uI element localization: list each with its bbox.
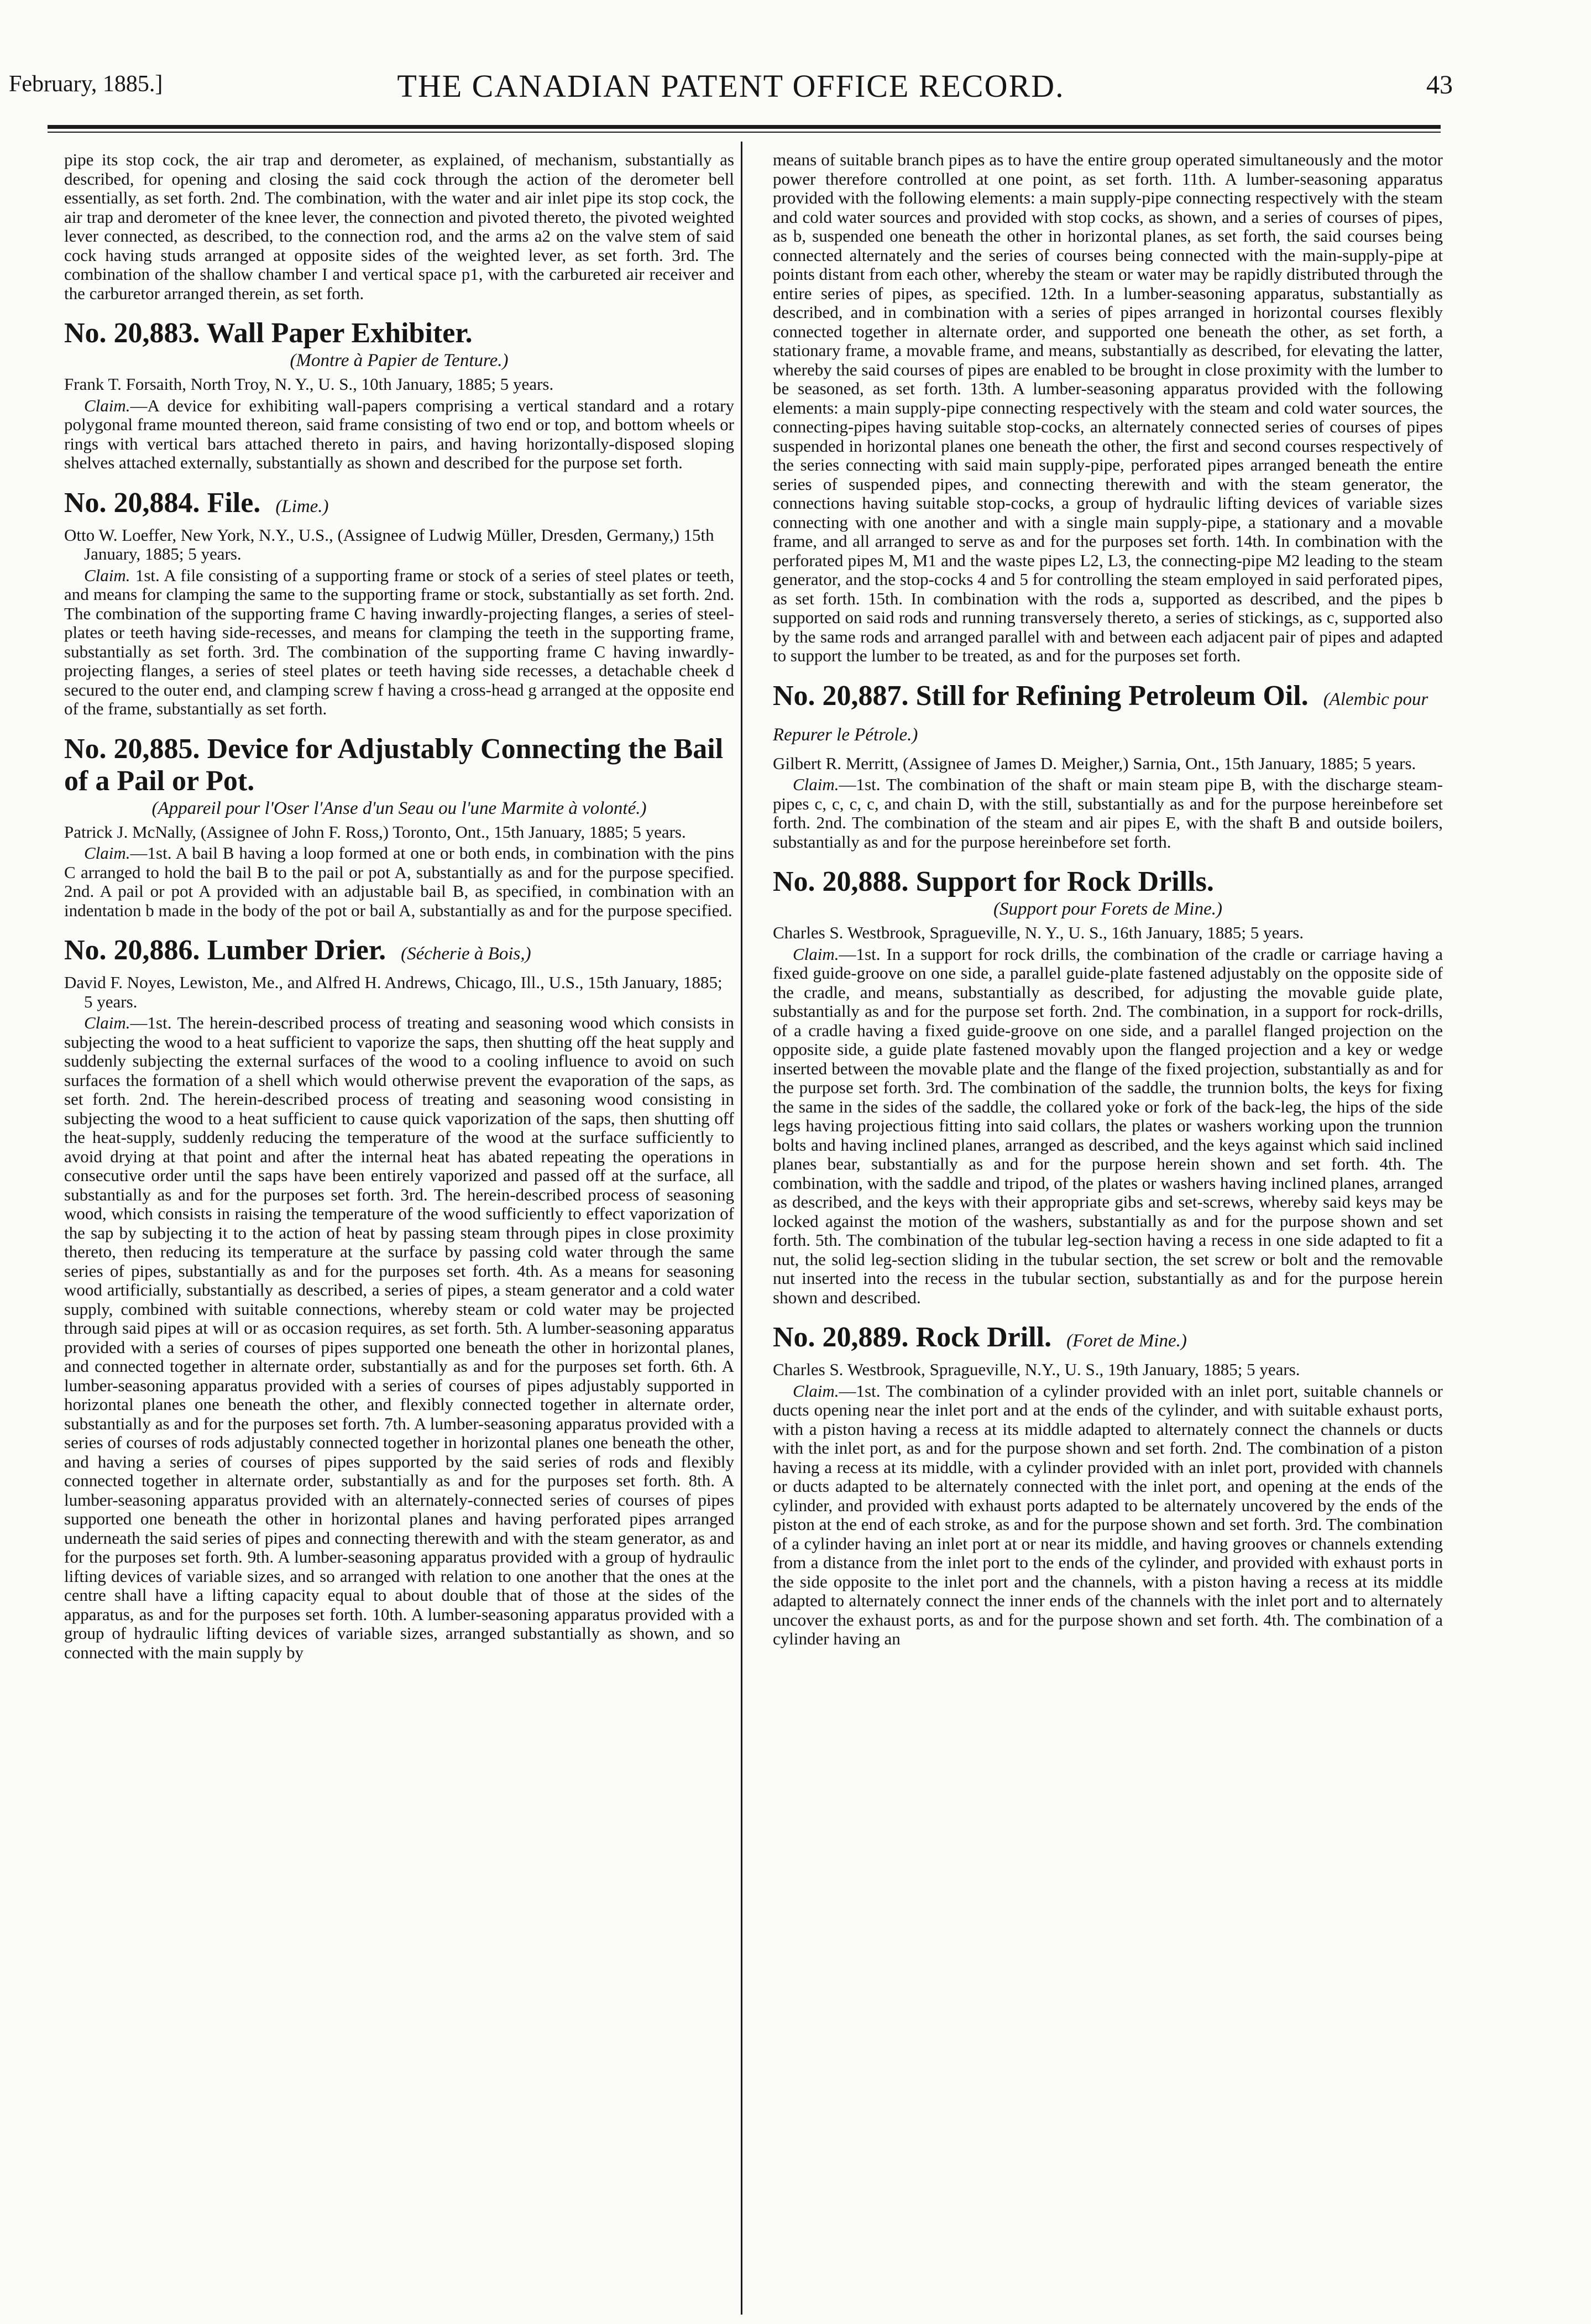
claim-paragraph [773, 945, 1443, 1308]
inventor-line: Frank T. Forsaith, North Troy, N. Y., U. S., 10th January, 1885; 5 years. [64, 374, 554, 394]
patent-name: Lumber Drier. [207, 934, 386, 966]
inventor-line: Charles S. Westbrook, Spragueville, N. Y., U. S., 16th January, 1885; 5 years. [773, 923, 1304, 942]
french-title: (Appareil pour l'Oser l'Anse d'un Seau ou l'une Marmite à volonté.) [151, 798, 647, 818]
patent-heading [64, 317, 734, 349]
claim-label: Claim. [84, 395, 130, 415]
claim-paragraph [64, 1014, 734, 1662]
page-number: 43 [1426, 70, 1453, 100]
claim-paragraph [64, 844, 734, 920]
claim-text: —1st. The combination of the shaft or main steam pipe B, with the discharge steam-pipes c, c, c, c, and chain D, with the still, substantially as and for the purpose hereinbefore set forth. 2nd. The combination of the steam and air pipes E, with the shaft B and outside boilers, substantially as and for the purpose hereinbefore set forth. [773, 775, 1443, 852]
patent-number: No. 20,884. [64, 487, 200, 519]
claim-label: Claim. [793, 1381, 839, 1401]
claim-paragraph [64, 396, 734, 473]
patent-heading [64, 487, 734, 523]
french-title: (Montre à Papier de Tenture.) [290, 351, 509, 370]
claim-text: 1st. A file consisting of a supporting frame or stock of a series of steel plates or teeth, and means for clamping the same to the supporting frame or stock, substantially as set forth. 2nd. The combination of the supporting frame C having inwardly-projecting flanges, a series of steel-plates or teeth having side-recesses, and means for clamping the teeth in the supporting frame, substantially as set forth. 3rd. The combination of the supporting frame C having inwardly-projecting flanges, a series of steel plates or teeth having side recesses, a detachable cheek d secured to the outer end, and clamping screw f having a cross-head g arranged at the opposite end of the frame, substantially as set forth. [64, 565, 734, 718]
claim-paragraph [64, 566, 734, 719]
claim-text: —1st. A bail B having a loop formed at one or both ends, in combination with the pins C arranged to hold the bail B to the pail or pot A, substantially as and for the purpose specified. 2nd. A pail or pot A provided with an adjustable bail B, as specified, in combination with an indentation b made in the body of the pot or bail A, substantially as and for the purpose specified. [64, 843, 734, 920]
french-title: (Foret de Mine.) [1066, 1331, 1187, 1351]
claim-label: Claim. [84, 1013, 130, 1032]
patent-entry-20885 [64, 733, 734, 921]
claim-label: Claim. [793, 944, 839, 964]
header-rule-thin [48, 132, 1441, 133]
inventor-line: Otto W. Loeffer, New York, N.Y., U.S., (Assignee of Ludwig Müller, Dresden, Germany,) 15th January, 1885; 5 years. [64, 525, 714, 563]
patent-number: No. 20,885. [64, 733, 200, 765]
patent-heading [773, 866, 1443, 898]
patent-number: No. 20,887. [773, 680, 909, 712]
patent-entry-20889 [773, 1322, 1443, 1649]
claim-label: Claim. [84, 565, 130, 585]
left-column [64, 150, 734, 2310]
french-title: (Sécherie à Bois,) [401, 944, 531, 964]
column-divider [741, 142, 742, 2315]
patent-entry-20887 [773, 680, 1443, 852]
issue-date: February, 1885.] [9, 71, 163, 97]
inventor-line: Charles S. Westbrook, Spragueville, N.Y., U. S., 19th January, 1885; 5 years. [773, 1360, 1300, 1379]
patent-number: No. 20,883. [64, 317, 200, 349]
claim-text: —1st. The herein-described process of treating and seasoning wood which consists in subjecting the wood to a heat sufficient to vaporize the saps, then shutting off the heat supply and suddenly subjecting the external surfaces of the wood to a cooling influence to avoid on such surfaces the formation of a shell which would otherwise prevent the evaporation of the saps, as set forth. 2nd. The herein-described process of treating and seasoning wood consisting in subjecting the wood to a heat sufficient to cause quick vaporization of the saps, then shutting off the heat-supply, suddenly reducing the temperature of the wood at the surface sufficiently to avoid drying at that point and after the internal heat has abated repeating the operations in consecutive order until the saps have been entirely vaporized and passed off at the surface, all substantially as and for the purposes set forth. 3rd. The herein-described process of seasoning wood, which consists in raising the temperature of the wood sufficiently to effect vaporization of the sap by subjecting it to the action of heat by passing steam through pipes in close proximity thereto, then reducing its temperature at the surface by passing cold water through the same series of pipes, substantially as and for the purposes set forth. 4th. As a means for seasoning wood artificially, substantially as described, a series of pipes, a steam generator and a cold water supply, combined with suitable connections, whereby steam or cold water may be projected through said pipes at will or as occasion requires, as set forth. 5th. A lumber-seasoning apparatus provided with a series of courses of pipes supported one beneath the other in horizontal planes, and connected together in alternate order, substantially as and for the purposes set forth. 6th. A lumber-seasoning apparatus provided with a series of courses of pipes adjustably supported in horizontal planes one beneath the other, and flexibly connected together in alternate order, substantially as and for the purposes set forth. 7th. A lumber-seasoning apparatus provided with a series of courses of rods adjustably connected together in horizontal planes one beneath the other, and having a series of courses of pipes supported by the said series of rods and flexibly connected together in alternate order, substantially as and for the purposes set forth. 8th. A lumber-seasoning apparatus provided with an alternately-connected series of courses of pipes supported one beneath the other in horizontal planes and having perforated pipes arranged underneath the said series of pipes and connecting therewith and with the steam generator, as and for the purposes set forth. 9th. A lumber-seasoning apparatus provided with a group of hydraulic lifting devices of variable sizes, and so arranged with relation to one another that the ones at the centre shall have a lifting capacity equal to about double that of those at the sides of the apparatus, as and for the purposes set forth. 10th. A lumber-seasoning apparatus provided with a group of hydraulic lifting devices of variable sizes, arranged substantially as shown, and so connected with the main supply by [64, 1013, 734, 1662]
patent-name: Support for Rock Drills. [915, 866, 1214, 897]
patent-entry-20884 [64, 487, 734, 719]
claim-text: —1st. The combination of a cylinder provided with an inlet port, suitable channels or ducts opening near the inlet port and at the ends of the cylinder, and with suitable exhaust ports, with a piston having a recess at its middle adapted to alternately connect the channels or ducts with the inlet port, as and for the purpose shown and set forth. 2nd. The combination of a piston having a recess at its middle, with a cylinder provided with an inlet port, provided with channels or ducts adapted to be alternately connected with the inlet port, and opening at the ends of the cylinder, and provided with exhaust ports adapted to be alternately uncovered by the ends of the piston at the end of each stroke, as and for the purpose shown and set forth. 3rd. The combination of a cylinder having an inlet port at or near its middle, and having grooves or channels extending from a distance from the inlet port to the ends of the cylinder, and provided with exhaust ports in the side opposite to the inlet port and the channels, with a piston having a recess at its middle adapted to alternately connect the inner ends of the channels with the inlet port and to alternately uncover the exhaust ports, as and for the purpose shown and set forth. 4th. The combination of a cylinder having an [773, 1381, 1443, 1648]
french-title: (Lime.) [275, 496, 329, 516]
page-header [9, 67, 1453, 112]
patent-entry-20886 [64, 934, 734, 1662]
patent-heading [773, 680, 1443, 751]
claim-paragraph [773, 1382, 1443, 1649]
patent-name: Still for Refining Petroleum Oil. [915, 680, 1309, 712]
patent-name: Device for Adjustably Connecting the Bail of a Pail or Pot. [64, 733, 724, 797]
claim-paragraph [773, 775, 1443, 852]
patent-number: No. 20,888. [773, 866, 909, 897]
patent-name: File. [207, 487, 261, 519]
patent-name: Wall Paper Exhibiter. [206, 317, 473, 349]
continued-claim: means of suitable branch pipes as to have the entire group operated simultaneously and the motor power therefore controlled at one point, as set forth. 11th. A lumber-seasoning apparatus provided with the following elements: a main supply-pipe connecting respectively with the steam and cold water sources and provided with stop cocks, as shown, and a series of courses of pipes, as b, suspended one beneath the other in horizontal planes, as set forth, the said courses being connected alternately and the series of courses being connected with the main-supply-pipe at points distant from each other, whereby the steam or water may be rapidly distributed through the entire series of pipes, as specified. 12th. In a lumber-seasoning apparatus, substantially as described, and in combination with a series of pipes arranged in horizontal courses flexibly connected together in alternate order, and supported one beneath the other, as set forth, a stationary frame, a movable frame, and means, substantially as described, for elevating the latter, whereby the said courses of pipes are enabled to be brought in close proximity with the lumber to be seasoned, as set forth. 13th. A lumber-seasoning apparatus provided with the following elements: a main supply-pipe connecting respectively with the steam and cold water sources, the connecting-pipes having suitable stop-cocks, an alternately connected series of courses of pipes suspended in horizontal planes one beneath the other, the first and second courses respectively of the series connecting with said main supply-pipe, perforated pipes arranged beneath the entire series of suspended pipes, and connecting therewith and with the steam generator, the connections having suitable stop-cocks, a group of hydraulic lifting devices of variable sizes connecting with one another and with a single main supply-pipe, a stationary and a movable frame, and all arranged to serve as and for the purposes set forth. 14th. In combination with the perforated pipes M, M1 and the waste pipes L2, L3, the connecting-pipe M2 leading to the steam generator, and the stop-cocks 4 and 5 for controlling the steam employed in said perforated pipes, as set forth. 15th. In combination with the rods a, supported as described, and the pipes b supported on said rods and running transversely thereto, a series of stickings, as c, supported also by the same rods and arranged parallel with and between each adjacent pair of pipes and adapted to support the lumber to be treated, as and for the purposes set forth. [773, 150, 1443, 665]
patent-number: No. 20,886. [64, 934, 200, 966]
publication-title: THE CANADIAN PATENT OFFICE RECORD. [397, 68, 1065, 104]
patent-entry-20888 [773, 866, 1443, 1307]
claim-text: —A device for exhibiting wall-papers comprising a vertical standard and a rotary polygonal frame mounted thereon, said frame consisting of two end or top, and bottom wheels or rings with vertical bars attached thereto in pairs, and having horizontally-disposed sloping shelves attached externally, substantially as shown and described for the purpose set forth. [64, 395, 734, 472]
patent-entry-20883 [64, 317, 734, 473]
header-rule-thick [48, 125, 1441, 129]
inventor-line: David F. Noyes, Lewiston, Me., and Alfred H. Andrews, Chicago, Ill., U.S., 15th January, 1885; 5 years. [64, 973, 723, 1011]
patent-name: Rock Drill. [915, 1322, 1052, 1353]
patent-number: No. 20,889. [773, 1322, 909, 1353]
inventor-line: Gilbert R. Merritt, (Assignee of James D. Meigher,) Sarnia, Ont., 15th January, 1885; 5 years. [773, 753, 1416, 773]
patent-heading [773, 1322, 1443, 1357]
continued-claim: pipe its stop cock, the air trap and derometer, as explained, of mechanism, substantially as described, for opening and closing the said cock through the action of the derometer bell essentially, as set forth. 2nd. The combination, with the water and air inlet pipe its stop cock, the air trap and derometer of the knee lever, the connection and pivoted thereto, the pivoted weighted lever connected, as described, to the connection rod, and the arms a2 on the valve stem of said cock having studs arranged at opposite sides of the weighted lever, as set forth. 3rd. The combination of the shallow chamber I and vertical space p1, with the carbureted air receiver and the carburetor arranged therein, as set forth. [64, 150, 734, 303]
patent-heading [64, 934, 734, 970]
right-column [773, 150, 1443, 2310]
claim-label: Claim. [793, 775, 839, 794]
claim-text: —1st. In a support for rock drills, the combination of the cradle or carriage having a fixed guide-groove on one side, a parallel guide-plate fastened adjustably on the opposite side of the cradle, and means, substantially as described, for adjusting the movable guide plate, substantially as and for the purpose set forth. 2nd. The combination, in a support for rock-drills, of a cradle having a fixed guide-groove on one side, and a parallel flanged projection on the opposite side, a guide plate fastened movably upon the flanged projection and a key or wedge inserted between the movable plate and the flange of the fixed projection, substantially as and for the purpose set forth. 3rd. The combination of the saddle, the trunnion bolts, the keys for fixing the same in the sides of the saddle, the collared yoke or fork of the back-leg, the hips of the side legs having projectious fitting into said collars, the plates or washers working upon the trunnion bolts and having inclined planes, arranged as described, and the keys against which said inclined planes bear, substantially as and for the purpose herein shown and set forth. 4th. The combination, with the saddle and tripod, of the plates or washers having inclined planes, arranged as described, and the keys with their appropriate gibs and set-screws, whereby said keys may be locked against the motion of the washers, substantially as and for the purpose shown and set forth. 5th. The combination of the tubular leg-section having a recess in one side adapted to fit a nut, the solid leg-section sliding in the tubular section, the set screw or bolt and the removable nut inserted into the recess in the tubular section, substantially as and for the purpose herein shown and described. [773, 944, 1443, 1307]
claim-label: Claim. [84, 843, 130, 863]
inventor-line: Patrick J. McNally, (Assignee of John F. Ross,) Toronto, Ont., 15th January, 1885; 5 years. [64, 822, 686, 842]
patent-heading [64, 733, 734, 797]
french-title: (Support pour Forets de Mine.) [993, 899, 1222, 919]
french-title: (Alembic pour Repurer le Pétrole.) [773, 689, 1428, 745]
